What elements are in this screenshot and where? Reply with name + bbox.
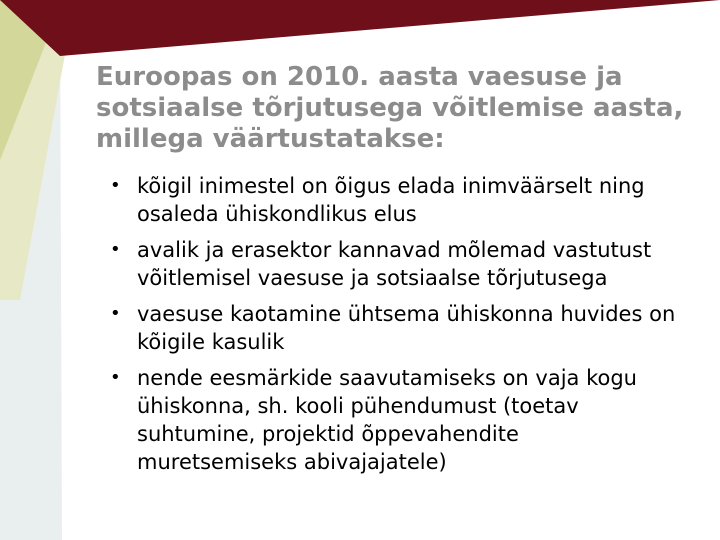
bullet-dot: • <box>110 367 121 388</box>
list-item <box>110 172 685 228</box>
slide-title: Euroopas on 2010. aasta vaesuse ja sotsiaalse tõrjutusega võitlemise aasta, millega väärtustatakse: <box>96 62 684 154</box>
bullet-dot: • <box>110 239 121 260</box>
list-item <box>110 364 685 476</box>
list-item <box>110 300 685 356</box>
bullet-text: nende eesmärkide saavutamiseks on vaja kogu ühiskonna, sh. kooli pühendumust (toetav suhtumine, projektid õppevahendite muretsemiseks abivajajatele) <box>137 366 637 474</box>
bullet-dot: • <box>110 303 121 324</box>
bullet-list <box>110 172 685 484</box>
bullet-text: vaesuse kaotamine ühtsema ühiskonna huvides on kõigile kasulik <box>137 302 676 354</box>
bullet-text: avalik ja erasektor kannavad mõlemad vastutust võitlemisel vaesuse ja sotsiaalse tõrjutusega <box>137 238 652 290</box>
bullet-text: kõigil inimestel on õigus elada inimväärselt ning osaleda ühiskondlikus elus <box>137 174 645 226</box>
top-dark-red-banner <box>0 0 720 56</box>
list-item <box>110 236 685 292</box>
bullet-dot: • <box>110 175 121 196</box>
